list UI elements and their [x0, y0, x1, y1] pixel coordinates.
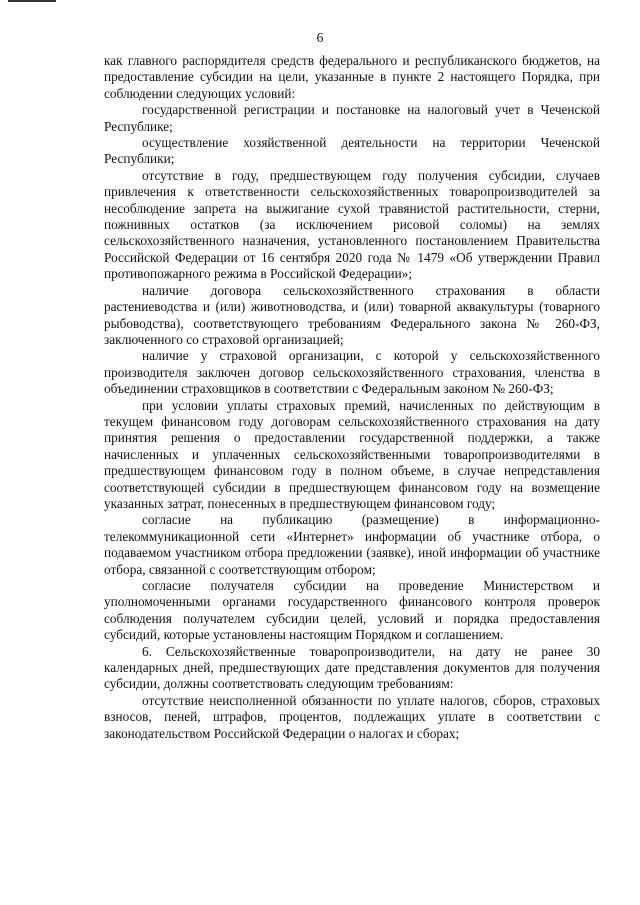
paragraph-condition-activity: осуществление хозяйственной деятельности на территории Чеченской Республики; — [104, 135, 600, 167]
page-number: 6 — [316, 30, 324, 45]
paragraph-condition-no-burning: отсутствие в году, предшествующем году получения субсидии, случаев привлечения к ответственности сельскохозяйственных товаропроизводителей за несоблюдение запрета на выжигание сухой травянистой растительности, стерни, пожнивных остатков (за исключением рисовой соломы) на землях сельскохозяйственного назначения, установленного постановлением Правительства Российской Федерации от 16 сентября 2020 года № 1479 «Об утверждении Правил противопожарного режима в Российской Федерации»; — [104, 167, 600, 282]
paragraph-continuation: как главного распорядителя средств федерального и республиканского бюджетов, на предоставление субсидии на цели, указанные в пункте 2 настоящего Порядка, при соблюдении следующих условий: — [104, 53, 600, 101]
paragraph-condition-registration: государственной регистрации и постановке на налоговый учет в Чеченской Республике; — [104, 102, 600, 134]
paragraph-condition-publication-consent: согласие на публикацию (размещение) в информационно-телекоммуникационной сети «Интернет» информации об участнике отбора, о подаваемом участником отбора предложении (заявке), иной информации об участнике отбора, связанной с соответствующим отбором; — [104, 512, 600, 577]
document-body — [104, 53, 600, 742]
paragraph-condition-premium-payment: при условии уплаты страховых премий, начисленных по действующим в текущем финансовом году договорам сельскохозяйственного страхования на дату принятия решения о предоставлении государственной поддержки, а также начисленных и уплаченных сельскохозяйственными товаропроизводителями в предшествующем финансовом году в полном объеме, в случае непредставления соответствующей субсидии в предшествующем финансовом году на возмещение указанных затрат, понесенных в предшествующем финансовом году; — [104, 397, 600, 511]
scan-edge-mark — [8, 0, 56, 2]
paragraph-condition-insurance-contract: наличие договора сельскохозяйственного страхования в области растениеводства и (или) животноводства, и (или) товарной аквакультуры (товарного рыбоводства), соответствующего требованиям Федерального закона № 260-ФЗ, заключенного со страховой организацией; — [104, 282, 600, 347]
paragraph-condition-insurer-membership: наличие у страховой организации, с которой у сельскохозяйственного производителя заключен договор сельскохозяйственного страхования, членства в объединении страховщиков в соответствии с Федеральным законом № 260-ФЗ; — [104, 348, 600, 397]
paragraph-requirement-no-tax-debt: отсутствие неисполненной обязанности по уплате налогов, сборов, страховых взносов, пеней, штрафов, процентов, подлежащих уплате в соответствии с законодательством Российской Федерации о налогах и сборах; — [104, 692, 600, 741]
paragraph-section-6: 6. Сельскохозяйственные товаропроизводители, на дату не ранее 30 календарных дней, предшествующих дате представления документов для получения субсидии, должны соответствовать следующим требованиям: — [104, 643, 600, 692]
paragraph-condition-audit-consent: согласие получателя субсидии на проведение Министерством и уполномоченными органами государственного финансового контроля проверок соблюдения получателем субсидии целей, условий и порядка предоставления субсидий, которые установлены настоящим Порядком и соглашением. — [104, 578, 600, 643]
